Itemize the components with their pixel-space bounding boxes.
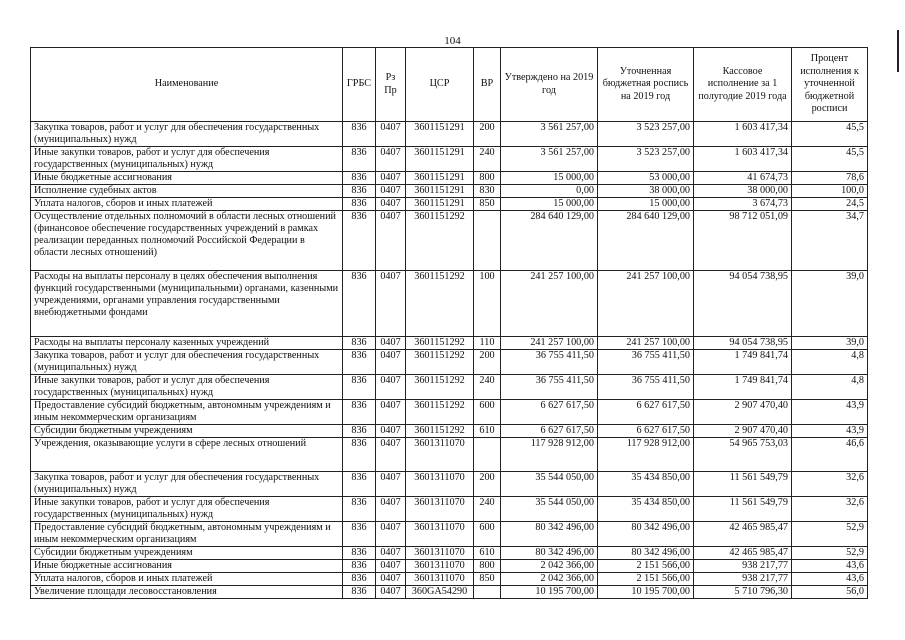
cell-refined: 2 151 566,00 bbox=[598, 573, 694, 586]
cell-approved: 3 561 257,00 bbox=[501, 147, 598, 172]
cell-cash: 38 000,00 bbox=[694, 185, 792, 198]
cell-vr: 850 bbox=[474, 573, 501, 586]
cell-percent: 4,8 bbox=[792, 350, 868, 375]
cell-cash: 42 465 985,47 bbox=[694, 522, 792, 547]
cell-percent: 45,5 bbox=[792, 122, 868, 147]
table-row bbox=[31, 337, 868, 350]
header-csr: ЦСР bbox=[406, 48, 474, 122]
cell-rzpr: 0407 bbox=[376, 586, 406, 599]
table-row bbox=[31, 198, 868, 211]
cell-csr: 3601151291 bbox=[406, 122, 474, 147]
cell-vr: 830 bbox=[474, 185, 501, 198]
cell-refined: 53 000,00 bbox=[598, 172, 694, 185]
cell-approved: 10 195 700,00 bbox=[501, 586, 598, 599]
cell-percent: 32,6 bbox=[792, 472, 868, 497]
cell-csr: 3601151292 bbox=[406, 400, 474, 425]
cell-name: Увеличение площади лесовосстановления bbox=[31, 586, 343, 599]
cell-percent: 78,6 bbox=[792, 172, 868, 185]
cell-approved: 2 042 366,00 bbox=[501, 573, 598, 586]
cell-rzpr: 0407 bbox=[376, 472, 406, 497]
cell-percent: 46,6 bbox=[792, 438, 868, 472]
header-grbs: ГРБС bbox=[343, 48, 376, 122]
cell-csr: 3601151291 bbox=[406, 172, 474, 185]
cell-csr: 3601151292 bbox=[406, 425, 474, 438]
cell-grbs: 836 bbox=[343, 185, 376, 198]
cell-approved: 3 561 257,00 bbox=[501, 122, 598, 147]
cell-rzpr: 0407 bbox=[376, 400, 406, 425]
budget-table bbox=[30, 47, 868, 599]
cell-cash: 1 749 841,74 bbox=[694, 375, 792, 400]
cell-grbs: 836 bbox=[343, 425, 376, 438]
cell-refined: 36 755 411,50 bbox=[598, 375, 694, 400]
cell-grbs: 836 bbox=[343, 522, 376, 547]
cell-refined: 35 434 850,00 bbox=[598, 497, 694, 522]
table-row bbox=[31, 375, 868, 400]
cell-percent: 43,9 bbox=[792, 400, 868, 425]
cell-cash: 938 217,77 bbox=[694, 560, 792, 573]
cell-percent: 43,9 bbox=[792, 425, 868, 438]
cell-csr: 3601151291 bbox=[406, 198, 474, 211]
cell-rzpr: 0407 bbox=[376, 147, 406, 172]
cell-vr bbox=[474, 586, 501, 599]
cell-name: Исполнение судебных актов bbox=[31, 185, 343, 198]
cell-refined: 36 755 411,50 bbox=[598, 350, 694, 375]
cell-name: Уплата налогов, сборов и иных платежей bbox=[31, 573, 343, 586]
cell-grbs: 836 bbox=[343, 337, 376, 350]
cell-refined: 38 000,00 bbox=[598, 185, 694, 198]
cell-refined: 6 627 617,50 bbox=[598, 400, 694, 425]
header-refined: Уточненная бюджетная роспись на 2019 год bbox=[598, 48, 694, 122]
header-percent: Процент исполнения к уточненной бюджетной росписи bbox=[792, 48, 868, 122]
cell-name: Иные закупки товаров, работ и услуг для обеспечения государственных (муниципальных) нужд bbox=[31, 375, 343, 400]
cell-refined: 3 523 257,00 bbox=[598, 147, 694, 172]
cell-approved: 241 257 100,00 bbox=[501, 337, 598, 350]
cell-grbs: 836 bbox=[343, 211, 376, 271]
cell-refined: 2 151 566,00 bbox=[598, 560, 694, 573]
cell-cash: 42 465 985,47 bbox=[694, 547, 792, 560]
cell-vr: 240 bbox=[474, 147, 501, 172]
cell-csr: 3601311070 bbox=[406, 497, 474, 522]
cell-csr: 3601151291 bbox=[406, 147, 474, 172]
cell-vr: 850 bbox=[474, 198, 501, 211]
cell-percent: 100,0 bbox=[792, 185, 868, 198]
cell-name: Осуществление отдельных полномочий в области лесных отношений (финансовое обеспечение государственных учреждений в рамках реализации переданных полномочий Российской Федерации в области лесных отношений) bbox=[31, 211, 343, 271]
margin-rule bbox=[897, 30, 899, 72]
cell-percent: 32,6 bbox=[792, 497, 868, 522]
cell-vr: 110 bbox=[474, 337, 501, 350]
cell-vr: 240 bbox=[474, 497, 501, 522]
table-row bbox=[31, 400, 868, 425]
cell-vr: 600 bbox=[474, 522, 501, 547]
cell-csr: 3601151292 bbox=[406, 375, 474, 400]
table-row bbox=[31, 172, 868, 185]
cell-approved: 80 342 496,00 bbox=[501, 547, 598, 560]
cell-refined: 241 257 100,00 bbox=[598, 337, 694, 350]
cell-refined: 3 523 257,00 bbox=[598, 122, 694, 147]
table-row bbox=[31, 122, 868, 147]
cell-rzpr: 0407 bbox=[376, 350, 406, 375]
table-row bbox=[31, 271, 868, 337]
cell-csr: 360GA54290 bbox=[406, 586, 474, 599]
cell-approved: 36 755 411,50 bbox=[501, 375, 598, 400]
table-row bbox=[31, 497, 868, 522]
cell-approved: 35 544 050,00 bbox=[501, 497, 598, 522]
cell-cash: 11 561 549,79 bbox=[694, 497, 792, 522]
cell-rzpr: 0407 bbox=[376, 337, 406, 350]
cell-rzpr: 0407 bbox=[376, 375, 406, 400]
cell-cash: 938 217,77 bbox=[694, 573, 792, 586]
cell-percent: 34,7 bbox=[792, 211, 868, 271]
cell-vr: 100 bbox=[474, 271, 501, 337]
cell-percent: 43,6 bbox=[792, 560, 868, 573]
table-body bbox=[31, 122, 868, 599]
cell-name: Иные закупки товаров, работ и услуг для обеспечения государственных (муниципальных) нужд bbox=[31, 147, 343, 172]
cell-percent: 4,8 bbox=[792, 375, 868, 400]
cell-approved: 117 928 912,00 bbox=[501, 438, 598, 472]
table-row bbox=[31, 522, 868, 547]
cell-cash: 94 054 738,95 bbox=[694, 271, 792, 337]
cell-approved: 2 042 366,00 bbox=[501, 560, 598, 573]
cell-rzpr: 0407 bbox=[376, 198, 406, 211]
cell-grbs: 836 bbox=[343, 122, 376, 147]
cell-refined: 15 000,00 bbox=[598, 198, 694, 211]
cell-cash: 1 749 841,74 bbox=[694, 350, 792, 375]
cell-name: Закупка товаров, работ и услуг для обеспечения государственных (муниципальных) нужд bbox=[31, 122, 343, 147]
cell-grbs: 836 bbox=[343, 198, 376, 211]
cell-cash: 5 710 796,30 bbox=[694, 586, 792, 599]
cell-grbs: 836 bbox=[343, 172, 376, 185]
table-row bbox=[31, 586, 868, 599]
cell-percent: 52,9 bbox=[792, 522, 868, 547]
table-row bbox=[31, 350, 868, 375]
cell-csr: 3601311070 bbox=[406, 547, 474, 560]
cell-csr: 3601311070 bbox=[406, 522, 474, 547]
cell-grbs: 836 bbox=[343, 586, 376, 599]
cell-vr bbox=[474, 211, 501, 271]
cell-refined: 35 434 850,00 bbox=[598, 472, 694, 497]
cell-rzpr: 0407 bbox=[376, 547, 406, 560]
cell-refined: 117 928 912,00 bbox=[598, 438, 694, 472]
table-row bbox=[31, 147, 868, 172]
cell-csr: 3601151292 bbox=[406, 350, 474, 375]
cell-refined: 80 342 496,00 bbox=[598, 547, 694, 560]
cell-rzpr: 0407 bbox=[376, 211, 406, 271]
cell-name: Уплата налогов, сборов и иных платежей bbox=[31, 198, 343, 211]
cell-cash: 2 907 470,40 bbox=[694, 425, 792, 438]
cell-name: Учреждения, оказывающие услуги в сфере лесных отношений bbox=[31, 438, 343, 472]
table-row bbox=[31, 438, 868, 472]
table-row bbox=[31, 425, 868, 438]
cell-cash: 2 907 470,40 bbox=[694, 400, 792, 425]
cell-cash: 3 674,73 bbox=[694, 198, 792, 211]
cell-vr bbox=[474, 438, 501, 472]
table-row bbox=[31, 573, 868, 586]
cell-vr: 200 bbox=[474, 472, 501, 497]
cell-grbs: 836 bbox=[343, 147, 376, 172]
cell-approved: 15 000,00 bbox=[501, 198, 598, 211]
header-approved: Утверждено на 2019 год bbox=[501, 48, 598, 122]
cell-name: Закупка товаров, работ и услуг для обеспечения государственных (муниципальных) нужд bbox=[31, 472, 343, 497]
header-rzpr: Рз Пр bbox=[376, 48, 406, 122]
cell-cash: 54 965 753,03 bbox=[694, 438, 792, 472]
cell-rzpr: 0407 bbox=[376, 573, 406, 586]
cell-vr: 800 bbox=[474, 172, 501, 185]
cell-rzpr: 0407 bbox=[376, 438, 406, 472]
cell-name: Закупка товаров, работ и услуг для обеспечения государственных (муниципальных) нужд bbox=[31, 350, 343, 375]
cell-csr: 3601151292 bbox=[406, 271, 474, 337]
cell-name: Иные бюджетные ассигнования bbox=[31, 560, 343, 573]
cell-approved: 80 342 496,00 bbox=[501, 522, 598, 547]
cell-rzpr: 0407 bbox=[376, 172, 406, 185]
cell-rzpr: 0407 bbox=[376, 425, 406, 438]
cell-csr: 3601151292 bbox=[406, 211, 474, 271]
cell-csr: 3601311070 bbox=[406, 438, 474, 472]
cell-percent: 43,6 bbox=[792, 573, 868, 586]
cell-percent: 56,0 bbox=[792, 586, 868, 599]
cell-refined: 284 640 129,00 bbox=[598, 211, 694, 271]
cell-cash: 98 712 051,09 bbox=[694, 211, 792, 271]
cell-percent: 52,9 bbox=[792, 547, 868, 560]
cell-rzpr: 0407 bbox=[376, 185, 406, 198]
cell-percent: 45,5 bbox=[792, 147, 868, 172]
page-number: 104 bbox=[444, 35, 461, 47]
cell-grbs: 836 bbox=[343, 573, 376, 586]
cell-approved: 6 627 617,50 bbox=[501, 400, 598, 425]
cell-name: Предоставление субсидий бюджетным, автономным учреждениям и иным некоммерческим организациям bbox=[31, 522, 343, 547]
cell-grbs: 836 bbox=[343, 271, 376, 337]
cell-refined: 10 195 700,00 bbox=[598, 586, 694, 599]
cell-cash: 94 054 738,95 bbox=[694, 337, 792, 350]
cell-approved: 0,00 bbox=[501, 185, 598, 198]
cell-vr: 610 bbox=[474, 425, 501, 438]
cell-name: Субсидии бюджетным учреждениям bbox=[31, 425, 343, 438]
cell-rzpr: 0407 bbox=[376, 497, 406, 522]
cell-name: Субсидии бюджетным учреждениям bbox=[31, 547, 343, 560]
cell-rzpr: 0407 bbox=[376, 560, 406, 573]
cell-grbs: 836 bbox=[343, 472, 376, 497]
cell-csr: 3601311070 bbox=[406, 472, 474, 497]
cell-vr: 200 bbox=[474, 350, 501, 375]
header-name: Наименование bbox=[31, 48, 343, 122]
cell-cash: 1 603 417,34 bbox=[694, 147, 792, 172]
cell-csr: 3601311070 bbox=[406, 560, 474, 573]
cell-grbs: 836 bbox=[343, 547, 376, 560]
cell-name: Расходы на выплаты персоналу казенных учреждений bbox=[31, 337, 343, 350]
cell-refined: 241 257 100,00 bbox=[598, 271, 694, 337]
header-vr: ВР bbox=[474, 48, 501, 122]
cell-csr: 3601151291 bbox=[406, 185, 474, 198]
cell-percent: 39,0 bbox=[792, 337, 868, 350]
cell-csr: 3601311070 bbox=[406, 573, 474, 586]
cell-approved: 6 627 617,50 bbox=[501, 425, 598, 438]
cell-name: Иные закупки товаров, работ и услуг для обеспечения государственных (муниципальных) нужд bbox=[31, 497, 343, 522]
header-cash: Кассовое исполнение за 1 полугодие 2019 года bbox=[694, 48, 792, 122]
cell-grbs: 836 bbox=[343, 375, 376, 400]
cell-vr: 610 bbox=[474, 547, 501, 560]
table-row bbox=[31, 185, 868, 198]
cell-vr: 800 bbox=[474, 560, 501, 573]
cell-percent: 39,0 bbox=[792, 271, 868, 337]
cell-grbs: 836 bbox=[343, 560, 376, 573]
cell-vr: 200 bbox=[474, 122, 501, 147]
header-row bbox=[31, 48, 868, 122]
table-row bbox=[31, 560, 868, 573]
cell-name: Расходы на выплаты персоналу в целях обеспечения выполнения функций государственными (муниципальными) органами, казенными учреждениями, органами управления государственными внебюджетными фондами bbox=[31, 271, 343, 337]
cell-percent: 24,5 bbox=[792, 198, 868, 211]
table-row bbox=[31, 472, 868, 497]
cell-cash: 11 561 549,79 bbox=[694, 472, 792, 497]
cell-approved: 15 000,00 bbox=[501, 172, 598, 185]
cell-rzpr: 0407 bbox=[376, 122, 406, 147]
cell-cash: 1 603 417,34 bbox=[694, 122, 792, 147]
cell-name: Предоставление субсидий бюджетным, автономным учреждениям и иным некоммерческим организациям bbox=[31, 400, 343, 425]
cell-approved: 35 544 050,00 bbox=[501, 472, 598, 497]
cell-rzpr: 0407 bbox=[376, 271, 406, 337]
cell-grbs: 836 bbox=[343, 497, 376, 522]
cell-refined: 6 627 617,50 bbox=[598, 425, 694, 438]
table-row bbox=[31, 211, 868, 271]
cell-csr: 3601151292 bbox=[406, 337, 474, 350]
cell-rzpr: 0407 bbox=[376, 522, 406, 547]
cell-cash: 41 674,73 bbox=[694, 172, 792, 185]
cell-approved: 36 755 411,50 bbox=[501, 350, 598, 375]
cell-refined: 80 342 496,00 bbox=[598, 522, 694, 547]
cell-vr: 600 bbox=[474, 400, 501, 425]
cell-name: Иные бюджетные ассигнования bbox=[31, 172, 343, 185]
cell-approved: 284 640 129,00 bbox=[501, 211, 598, 271]
cell-vr: 240 bbox=[474, 375, 501, 400]
cell-grbs: 836 bbox=[343, 438, 376, 472]
cell-grbs: 836 bbox=[343, 400, 376, 425]
cell-grbs: 836 bbox=[343, 350, 376, 375]
cell-approved: 241 257 100,00 bbox=[501, 271, 598, 337]
table-row bbox=[31, 547, 868, 560]
